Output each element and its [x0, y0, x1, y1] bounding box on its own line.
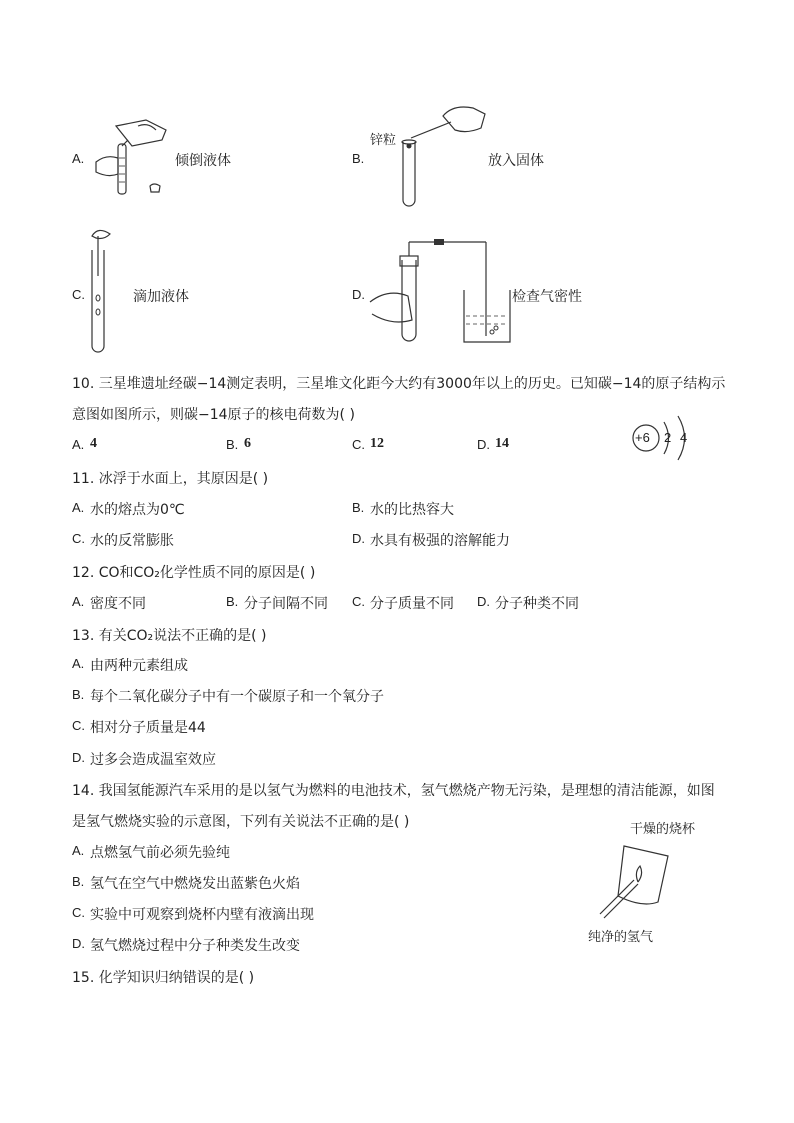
q9-option-a-text: 倾倒液体: [175, 153, 231, 169]
pure-hydrogen-label: 纯净的氢气: [588, 929, 654, 944]
q11-option-c-letter: C.: [72, 531, 85, 546]
q14-option-d-text: 氢气燃烧过程中分子种类发生改变: [90, 938, 300, 954]
q14-option-d-letter: D.: [72, 936, 85, 951]
pour-liquid-illustration: [88, 118, 178, 198]
q10-option-d-letter: D.: [477, 437, 490, 452]
q9-option-b-letter: B.: [352, 151, 365, 166]
q9-option-d-text: 检查气密性: [512, 289, 582, 305]
q12-option-d-text: 分子种类不同: [495, 596, 579, 612]
q12-stem: 12. CO和CO₂化学性质不同的原因是( ): [72, 565, 316, 581]
q11-stem: 11. 冰浮于水面上，其原因是( ): [72, 471, 269, 487]
flame-icon: [636, 866, 641, 882]
q13-option-a-letter: A.: [72, 656, 85, 671]
q11-option-d-text: 水具有极强的溶解能力: [370, 533, 510, 549]
q11-option-b-letter: B.: [352, 500, 365, 515]
q11-option-b-text: 水的比热容大: [370, 502, 454, 518]
atom-shell2-electrons: 4: [680, 430, 688, 445]
q9-option-d-letter: D.: [352, 287, 365, 302]
gas-tube: [600, 880, 634, 914]
q9-option-c-letter: C.: [72, 287, 85, 302]
q10-option-c-value: 12: [370, 436, 384, 451]
q15-stem: 15. 化学知识归纳错误的是( ): [72, 970, 255, 986]
airtightness-check-illustration: [368, 236, 518, 348]
q14-stem-line2: 是氢气燃烧实验的示意图，下列有关说法不正确的是( ): [72, 814, 410, 830]
q13-option-d-letter: D.: [72, 750, 85, 765]
q9-option-a-letter: A.: [72, 151, 85, 166]
q13-stem: 13. 有关CO₂说法不正确的是( ): [72, 628, 267, 644]
q14-option-c-text: 实验中可观察到烧杯内壁有液滴出现: [90, 907, 314, 923]
q10-stem-line2: 意图如图所示，则碳−14原子的核电荷数为( ): [72, 407, 355, 423]
q11-option-c-text: 水的反常膨胀: [90, 533, 174, 549]
q13-option-d-text: 过多会造成温室效应: [90, 752, 216, 768]
inverted-beaker: [618, 846, 668, 904]
q13-option-c-letter: C.: [72, 718, 85, 733]
q10-option-b-value: 6: [244, 436, 251, 451]
add-solid-illustration: [395, 100, 495, 212]
q13-option-b-letter: B.: [72, 687, 85, 702]
atom-shell1-electrons: 2: [664, 430, 672, 445]
q10-option-c-letter: C.: [352, 437, 365, 452]
q10-option-a-letter: A.: [72, 437, 85, 452]
q11-option-a-letter: A.: [72, 500, 85, 515]
q12-option-b-text: 分子间隔不同: [244, 596, 328, 612]
q13-option-b-text: 每个二氧化碳分子中有一个碳原子和一个氧分子: [90, 689, 384, 705]
q12-option-c-letter: C.: [352, 594, 365, 609]
q12-option-c-text: 分子质量不同: [370, 596, 454, 612]
q12-option-d-letter: D.: [477, 594, 490, 609]
q13-option-c-text: 相对分子质量是44: [90, 720, 206, 736]
hydrogen-combustion-illustration: [594, 838, 674, 920]
zinc-granule-label: 锌粒: [370, 132, 397, 147]
q9-option-c-text: 滴加液体: [133, 289, 189, 305]
q9-option-b-text: 放入固体: [488, 153, 544, 169]
q13-option-a-text: 由两种元素组成: [90, 658, 188, 674]
q14-option-b-letter: B.: [72, 874, 85, 889]
q11-option-d-letter: D.: [352, 531, 365, 546]
q14-option-a-text: 点燃氢气前必须先验纯: [90, 845, 230, 861]
q14-option-c-letter: C.: [72, 905, 85, 920]
q12-option-a-letter: A.: [72, 594, 85, 609]
q10-option-b-letter: B.: [226, 437, 239, 452]
q12-option-a-text: 密度不同: [90, 596, 146, 612]
q10-stem-line1: 10. 三星堆遗址经碳−14测定表明，三星堆文化距今大约有3000年以上的历史。已知碳−14的原子结构示: [72, 376, 726, 392]
q14-option-b-text: 氢气在空气中燃烧发出蓝紫色火焰: [90, 876, 300, 892]
q14-stem-line1: 14. 我国氢能源汽车采用的是以氢气为燃料的电池技术，氢气燃烧产物无污染，是理想的清洁能源，如图: [72, 783, 715, 799]
drop-liquid-illustration: [84, 228, 124, 356]
dry-beaker-label: 干燥的烧杯: [630, 821, 696, 836]
atom-nucleus-charge: +6: [635, 430, 650, 445]
q10-option-a-value: 4: [90, 436, 97, 451]
q11-option-a-text: 水的熔点为0℃: [90, 502, 185, 518]
q12-option-b-letter: B.: [226, 594, 239, 609]
q14-option-a-letter: A.: [72, 843, 85, 858]
q10-option-d-value: 14: [495, 436, 509, 451]
